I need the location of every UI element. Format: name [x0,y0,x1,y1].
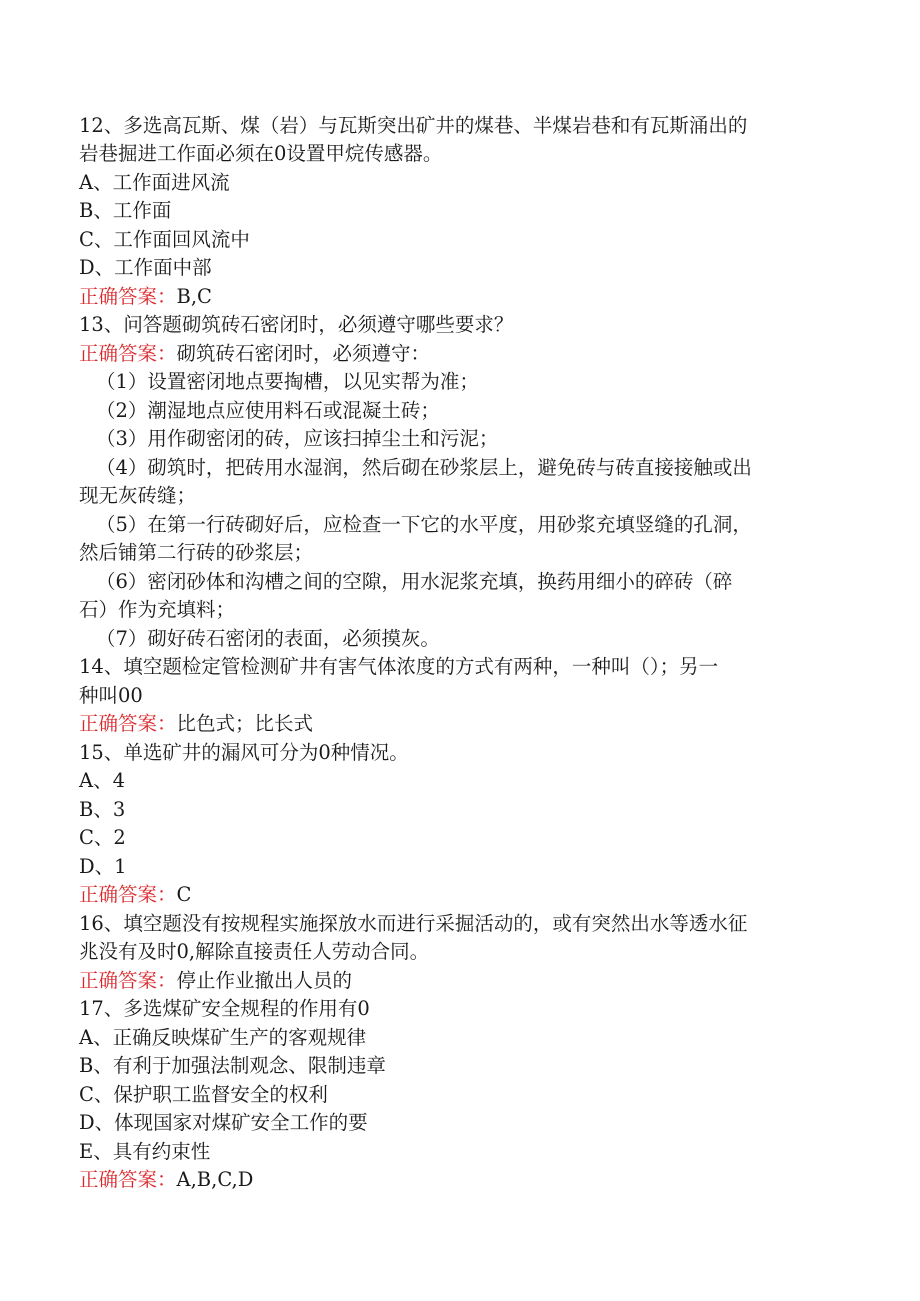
q15-answer-value: C [176,883,192,906]
q15-option-a: A、4 [79,769,125,792]
q16-answer [79,967,352,995]
q17-option-c: C、保护职工监督安全的权利 [79,1083,328,1106]
q14-answer-value: 比色式；比长式 [176,712,314,735]
q15-option-c: C、2 [79,826,126,849]
q12-option-c: C、工作面回风流中 [79,228,250,251]
q13-answer-line-3: （3）用作砌密闭的砖，应该扫掉尘土和污泥； [96,427,499,450]
q13-answer-line-8: （6）密闭砂体和沟槽之间的空隙，用水泥浆充填，换药用细小的碎砖（碎 [96,570,733,593]
q17-option-d: D、体现国家对煤矿安全工作的要 [79,1111,368,1134]
q14-stem-line-1: 14、填空题检定管检测矿井有害气体浓度的方式有两种，一种叫（）；另一 [79,655,719,678]
q14-answer [79,710,313,738]
answer-label: 正确答案： [79,969,177,992]
q13-answer-line-4: （4）砌筑时，把砖用水湿润，然后砌在砂浆层上，避免砖与砖直接接触或出 [96,456,752,479]
q17-answer-value: A,B,C,D [176,1168,254,1191]
q17-answer [79,1166,253,1194]
q12-option-a: A、工作面进风流 [79,171,230,194]
q13-answer-line-1: （1）设置密闭地点要掏槽，以见实帮为准； [96,370,479,393]
q15-option-d: D、1 [79,855,127,878]
q12-stem-line-1: 12、多选高瓦斯、煤（岩）与瓦斯突出矿井的煤巷、半煤岩巷和有瓦斯涌出的 [79,114,748,137]
q13-answer-line-2: （2）潮湿地点应使用料石或混凝土砖； [96,399,440,422]
q17-stem: 17、多选煤矿安全规程的作用有0 [79,997,370,1020]
q12-option-d: D、工作面中部 [79,256,212,279]
q15-answer [79,881,191,909]
q15-option-b: B、3 [79,798,126,821]
q17-option-b: B、有利于加强法制观念、限制违章 [79,1054,386,1077]
q13-answer-line-7: 然后铺第二行砖的砂浆层； [79,541,314,564]
answer-label: 正确答案： [79,285,177,308]
answer-label: 正确答案： [79,342,177,365]
q12-stem-line-2: 岩巷掘进工作面必须在0设置甲烷传感器。 [79,142,443,165]
answer-label: 正确答案： [79,883,177,906]
q16-stem-line-1: 16、填空题没有按规程实施探放水而进行采掘活动的，或有突然出水等透水征 [79,912,748,935]
q13-answer-line-10: （7）砌好砖石密闭的表面，必须摸灰。 [96,627,440,650]
q15-stem: 15、单选矿井的漏风可分为0种情况。 [79,741,409,764]
answer-label: 正确答案： [79,712,177,735]
q14-stem-line-2: 种叫00 [79,684,143,707]
q17-option-a: A、正确反映煤矿生产的客观规律 [79,1026,367,1049]
q16-answer-value: 停止作业撤出人员的 [176,969,353,992]
q13-answer-line-9: 石）作为充填料； [79,598,236,621]
q13-answer-line-5: 现无灰砖缝； [79,484,197,507]
q13-stem: 13、问答题砌筑砖石密闭时，必须遵守哪些要求？ [79,313,514,336]
q13-answer [79,340,430,368]
q12-answer-value: B,C [176,285,212,308]
q13-answer-value: 砌筑砖石密闭时，必须遵守： [176,342,431,365]
answer-label: 正确答案： [79,1168,177,1191]
q16-stem-line-2: 兆没有及时0,解除直接责任人劳动合同。 [79,940,430,963]
q13-answer-line-6: （5）在第一行砖砌好后，应检查一下它的水平度，用砂浆充填竖缝的孔洞， [96,513,752,536]
q12-option-b: B、工作面 [79,199,172,222]
q17-option-e: E、具有约束性 [79,1140,211,1163]
q12-answer [79,283,212,311]
